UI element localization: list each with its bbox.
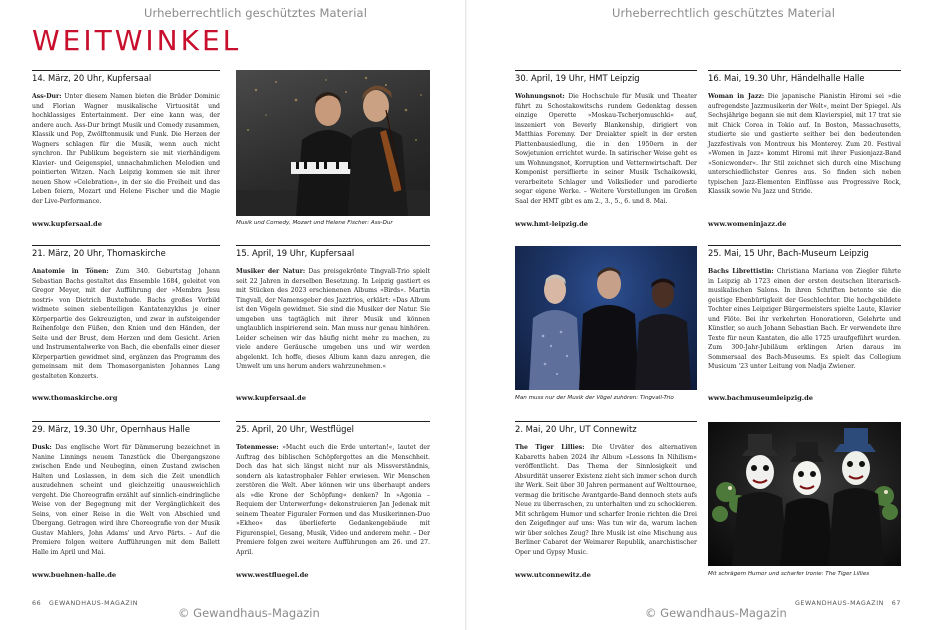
event-westfluegel <box>236 421 430 581</box>
event-heading: 16. Mai, 19.30 Uhr, Händelhalle Halle <box>708 73 865 83</box>
event-text <box>32 443 220 558</box>
event-link[interactable]: www.kupfersaal.de <box>236 394 306 402</box>
event-text <box>236 443 430 558</box>
event-text <box>708 267 901 372</box>
event-lead: Bachs Librettistin: <box>708 268 774 275</box>
magazine-name-right: GEWANDHAUS-MAGAZIN <box>794 600 884 607</box>
tiger-lillies-photo <box>708 422 901 566</box>
event-body: Die Hochschule für Musik und Theater führt zu Schostakowitschs rundem Gedenktag dessen einzige Operette »Moskau-Tscherjomuschki« auf, inszeniert von Beverly Blankenship, dirigiert von Matthias Foremny. Der Dreiakter spielt in der ersten Plattenbausiedlung, die in den 1950ern in der Sowjetunion errichtet wurde. In satirischer Weise geht es um Wohnungsnot, Korruption und Vetternwirtschaft. Der Komponist persiflierte in seiner Musik Tschaikowski, verarbeitete Schlager und Volkslieder und parodierte sogar eigene Werke. – Weitere Vorstellungen im Großen Saal der HMT gibt es am 2., 3., 5., 6. und 8. Mai. <box>515 93 697 206</box>
event-ut-connewitz <box>515 421 697 581</box>
event-lead: Anatomie in Tönen: <box>32 268 109 275</box>
event-text <box>236 267 430 372</box>
event-heading: 21. März, 20 Uhr, Thomaskirche <box>32 248 166 258</box>
ass-dur-photo-art <box>236 70 430 216</box>
event-hmt-leipzig <box>515 70 697 234</box>
event-link[interactable]: www.thomaskirche.org <box>32 394 118 402</box>
event-body: Zum 340. Geburtstag Johann Sebastian Bachs gestaltet das Ensemble 1684, geleitet von Gregor Meyer, mit der Aufführung der »Membra Jesu nostri« von Dietrich Buxtehude. Bachs großes Vorbild widmete seinen siebenteiligen Kantatenzyklus je einer Körperpartie des Gekreuzigten, und zwar in aufsteigender Reihenfolge den Füßen, den Knien und den Händen, der Seite und der Brust, dem Herzen und dem Gesicht. Arien und Instrumentalwerke von Bach, die ebenfalls einer dieser Körperpartien gewidmet sind, ergänzen das Programm des gemeinsam mit dem Thomasorganisten Johannes Lang gestalteten Konzerts. <box>32 268 220 381</box>
event-heading: 15. April, 19 Uhr, Kupfersaal <box>236 248 355 258</box>
page-number-right: 67 <box>891 600 901 607</box>
event-dusk <box>32 421 220 581</box>
event-rule <box>515 421 697 422</box>
event-haendelhalle <box>708 70 901 234</box>
copyright-left: © Gewandhaus-Magazin <box>178 606 320 620</box>
event-body: Christiana Mariana von Ziegler führte in Leipzig ab 1723 einen der ersten deutschen literarisch-musikalischen Salons. In ihren Schriften betonte sie die geistige Ebenbürtigkeit der Geschlechter. Die hochgebildete Tochter eines Leipziger Bürgermeisters spielte Laute, Klavier und Flöte. Bei ihr verkehrten Honoratioren, Gelehrte und Künstler, so auch Johann Sebastian Bach. Er verwendete ihre Texte für neun Kantaten, die alle 1725 uraufgeführt wurden. Zum 300-Jahr-Jubiläum erklingen Arien daraus im Sommersaal des Bach-Museums. Es spielt das Collegium Musicum '23 unter Leitung von Nadja Zwiener. <box>708 268 901 371</box>
event-lead: Totenmesse: <box>236 444 279 451</box>
event-lead: Ass-Dur: <box>32 93 62 100</box>
event-rule <box>32 421 220 422</box>
event-body: Das englische Wort für Dämmerung bezeichnet in Nanine Linnings neuem Tanzstück die Übergangszone zwischen Ende und Neubeginn, einen Zustand zwischen Halten und Loslassen, in dem sich die Zeit unendlich auszudehnen scheint und gleichzeitig unausweichlich vergeht. Die Choreografin erzählt auf sinnlich-eindringliche Weise von der Begegnung mit der Vergänglichkeit des Seins, von einer Reise in die Welt von Abschied und Übergang. Getragen wird ihre Choreografie von der Musik Gustav Mahlers, John Adams' und Arvo Pärts. – Auf die Premiere folgen weitere Aufführungen mit dem Ballett Halle im April und Mai. <box>32 444 220 557</box>
event-tingvall-trio <box>236 245 430 409</box>
event-body: Die japanische Pianistin Hiromi sei »die aufregendste Jazzmusikerin der Welt«, meint Der Spiegel. Als Sechsjährige begann sie mit dem Klavierspiel, mit 17 trat sie mit Chick Corea in Tokio auf. In Boston, Massachusetts, studierte sie und gastierte seither bei den bedeutenden Jazzfestivals von Montreux bis Monterey. Zum 20. Festival »Women in Jazz« kommt Hiromi mit ihrer Fusionjazz-Band »Sonicwonder«. Ihr Stil zeichnet sich durch eine Mischung unterschiedlichster Genres aus. So finden sich neben typischen Jazz-Elementen Einflüsse aus Progressive Rock, Klassik sowie Nu Jazz und Stride. <box>708 93 901 196</box>
magazine-name-left: GEWANDHAUS-MAGAZIN <box>49 600 139 607</box>
tingvall-trio-caption: Man muss nur der Musik der Vögel zuhören: Tingvall-Trio <box>515 395 674 401</box>
event-lead: Woman in Jazz: <box>708 93 765 100</box>
page-gutter <box>465 0 467 630</box>
copyright-right: © Gewandhaus-Magazin <box>645 606 787 620</box>
event-link[interactable]: www.utconnewitz.de <box>515 571 591 579</box>
ass-dur-caption: Musik und Comedy, Mozart und Helene Fischer: Ass-Dur <box>236 220 393 226</box>
event-rule <box>708 245 901 246</box>
event-heading: 25. April, 20 Uhr, Westflügel <box>236 424 354 434</box>
page-number-left: 66 <box>32 600 42 607</box>
event-heading: 14. März, 20 Uhr, Kupfersaal <box>32 73 152 83</box>
event-lead: The Tiger Lillies: <box>515 444 585 451</box>
event-thomaskirche <box>32 245 220 409</box>
event-rule <box>32 70 220 71</box>
event-ass-dur <box>32 70 220 234</box>
event-rule <box>32 245 220 246</box>
event-heading: 30. April, 19 Uhr, HMT Leipzig <box>515 73 640 83</box>
event-heading: 2. Mai, 20 Uhr, UT Connewitz <box>515 424 637 434</box>
footer-right <box>795 600 901 607</box>
event-link[interactable]: www.westfluegel.de <box>236 571 309 579</box>
event-link[interactable]: www.womeninjazz.de <box>708 220 787 228</box>
footer-left <box>32 600 138 607</box>
event-text <box>515 443 697 558</box>
tiger-lillies-caption: Mit schrägem Humor und scharfer Ironie: The Tiger Lillies <box>708 571 870 577</box>
event-body: Das preisgekrönte Tingvall-Trio spielt seit 22 Jahren in derselben Besetzung. In Leipzig gastiert es mit Stücken des 2023 erschienenen Albums »Birds«. Martin Tingvall, der Namensgeber des Jazztrios, erklärt: »Das Album ist den Vögeln gewidmet. Sie sind die Musiker der Natur. Sie umgeben uns tagtäglich mit ihrer Musik und können unglaublich inspirierend sein. Man muss nur genau hinhören. Leider scheinen wir das häufig nicht mehr zu machen, zu viele andere Geräusche umgeben uns und wir werden abgelenkt. Ich hoffe, dieses Album kann dazu anregen, die Umwelt um uns herum anders wahrzunehmen.« <box>236 268 430 371</box>
event-link[interactable]: www.bachmuseumleipzig.de <box>708 394 814 402</box>
event-rule <box>236 421 430 422</box>
watermark-right: Urheberrechtlich geschütztes Material <box>612 6 835 20</box>
event-link[interactable]: www.hmt-leipzig.de <box>515 220 589 228</box>
event-rule <box>236 245 430 246</box>
tingvall-trio-photo <box>515 246 697 390</box>
watermark-left: Urheberrechtlich geschütztes Material <box>144 6 367 20</box>
event-heading: 29. März, 19.30 Uhr, Opernhaus Halle <box>32 424 191 434</box>
event-lead: Dusk: <box>32 444 52 451</box>
event-lead: Wohnungsnot: <box>515 93 565 100</box>
event-text <box>32 92 220 207</box>
tiger-lillies-photo-art <box>708 422 901 566</box>
event-body: »Macht euch die Erde untertan!«, lautet der Auftrag des biblischen Schöpfergottes an die Menschheit. Doch das hat sich längst nicht nur als Missverständnis, sondern als katastrophaler Fehler erwiesen. Wir Menschen zerstören die Welt. Aber können wir uns überhaupt anders als »die Krone der Schöpfung« denken? In »Agonia – Requiem der Unterwerfung« dekonstruieren Jan Jedenak mit seinem Theater Figuraler Formen und das Musikerinnen-Duo »Ekheo« das überlieferte Gedankengebäude mit Figurenspiel, Gesang, Musik, Video und anderem mehr. – Der Premiere folgen zwei weitere Aufführungen am 26. und 27. April. <box>236 444 430 557</box>
ass-dur-photo <box>236 70 430 216</box>
event-link[interactable]: www.buehnen-halle.de <box>32 571 117 579</box>
event-body: Unter diesem Namen bieten die Brüder Dominic und Florian Wagner musikalische Virtuosität und hochklassiges Entertainment. Der eine kann was, der andere auch. Ass-Dur bringt Musik und Comedy zusammen, Klassik und Pop, Zwölftonmusik und Funk. Die Herzen der Wagners schlagen für die Musik, wenn auch nicht synchron. Ihr Publikum begeistern sie mit vierhändigem Klavier- und Geigenspiel, unnachahmlichen Melodien und pointierten Witzen. Nach Leipzig kommen sie mit ihrer neuen Show »Celebration«, in der sie die Freiheit und das Leben feiern, Mozart und Helene Fischer und die Magie der Live-Performance. <box>32 93 220 206</box>
event-text <box>515 92 697 207</box>
event-text <box>708 92 901 197</box>
event-link[interactable]: www.kupfersaal.de <box>32 220 102 228</box>
section-title: WEITWINKEL <box>32 24 242 57</box>
event-text <box>32 267 220 382</box>
event-body: Die Urväter des alternativen Kabaretts haben 2024 ihr Album »Lessons In Nihilism« veröffentlicht. Das Thema der Sinnlosigkeit und Absurdität unserer Existenz zieht sich immer schon durch ihr Werk. Seit über 30 Jahren permanent auf Welttournee, vermag die britische Avantgarde-Band dennoch stets aufs Neue zu überraschen, zu unterhalten und zu schockieren. Mit schrägem Humor und scharfer Ironie richten die Drei den Zeigefinger auf uns: Was tun wir da, warum lachen wir über solches Zeug? Ihre Musik ist eine Mischung aus Berliner Cabaret der Weimarer Republik, anarchistischer Oper und Gypsy Music. <box>515 444 697 557</box>
tingvall-trio-photo-art <box>515 246 697 390</box>
event-rule <box>708 70 901 71</box>
event-lead: Musiker der Natur: <box>236 268 306 275</box>
event-rule <box>515 70 697 71</box>
event-heading: 25. Mai, 15 Uhr, Bach-Museum Leipzig <box>708 248 869 258</box>
event-bach-museum <box>708 245 901 409</box>
